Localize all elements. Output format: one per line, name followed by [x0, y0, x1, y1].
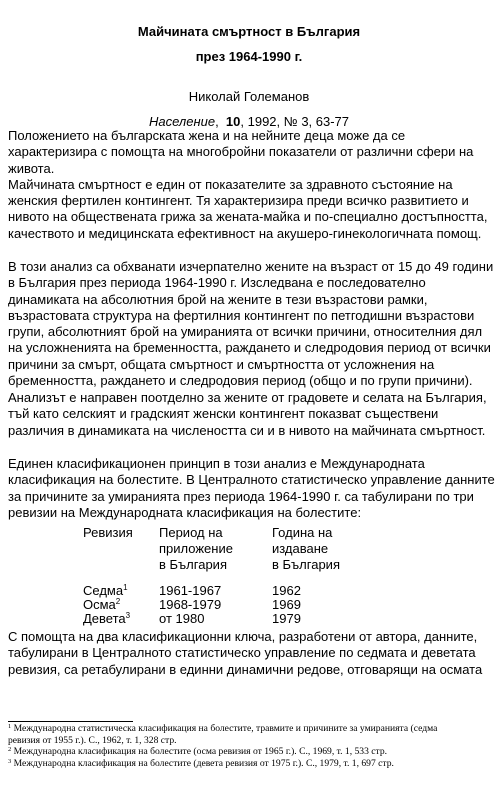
- footnote-2: $^2$ Международна класификация на болестите (осма ревизия от 1965 г.). С., 1969, т. 1, 533 стр.: [8, 746, 388, 757]
- paragraph-line: динамиката на абсолютния брой на жените в тези възрастови рамки,: [8, 291, 428, 307]
- paragraph-line: за причините за умиранията през периода 1964-1990 г. са табулирани по три: [8, 488, 474, 504]
- table-header-period: Период на приложение в България: [159, 525, 233, 572]
- paragraph-line: класификация на болестите. В Централното статистическо управление данните: [8, 472, 495, 488]
- table-cell: 1961-1967: [159, 583, 222, 598]
- footnote-ref: 1: [123, 583, 128, 592]
- table-cell: 1968-1979: [159, 597, 222, 612]
- paragraph-4: [8, 456, 495, 521]
- paragraph-2: [8, 259, 492, 389]
- footnote-separator: [8, 721, 133, 722]
- paragraph-line: причини за смърт, общата смъртност и смъртността от усложнения на: [8, 356, 435, 372]
- table-cell: 1969: [272, 597, 301, 612]
- citation-separator: ,: [215, 114, 219, 129]
- paragraph-line: характеризира с помощта на многобройни показатели от различни сфери на: [8, 144, 474, 160]
- paragraph-line: ревизии на Международната класификация на болестите:: [8, 504, 362, 520]
- paragraph-5: [8, 629, 492, 678]
- paragraph-line: С помощта на два класификационни ключа, разработени от автора, данните,: [8, 629, 478, 644]
- footnote-1: $^1$ Международна статистическа класификация на болестите, травмите и причините за умиранията (седма: [8, 723, 438, 734]
- paragraph-line: тъй като селският и градският женски контингент показват съществени: [8, 406, 439, 422]
- paragraph-line: възрастовата структура на фертилния контингент по петгодишни възрастови: [8, 307, 475, 323]
- table-row: Девета$^3$: [83, 611, 131, 626]
- citation-rest: , 1992, № 3, 63-77: [240, 114, 350, 129]
- table-cell: 1962: [272, 583, 301, 598]
- table-header-revision: Ревизия: [83, 525, 133, 540]
- revisions-table: [0, 525, 498, 630]
- paragraph-3: [8, 390, 492, 439]
- paragraph-line: живота.: [8, 160, 55, 176]
- paragraph-line: различия в динамиката на числеността си и в нивото на майчината смъртност.: [8, 422, 486, 438]
- citation-volume: 10: [225, 114, 241, 129]
- paragraph-line: В този анализ са обхванати изчерпателно жените на възраст от 15 до 49 години: [8, 259, 494, 274]
- paragraph-line: групи, абсолютният брой на умиранията от всички причини, относителния дял: [8, 324, 483, 340]
- table-column-revision: [83, 583, 130, 625]
- paragraph-1: [8, 128, 492, 242]
- citation-journal: Население: [148, 114, 216, 129]
- author: Николай Големанов: [188, 89, 310, 104]
- paragraph-line: на усложненията на бременността, раждането и следродовия период от всички: [8, 340, 491, 356]
- footnotes: [8, 723, 492, 769]
- table-column-year: [272, 583, 301, 625]
- paragraph-line: в България през периода 1964-1990 г. Изследвана е последователно: [8, 275, 426, 291]
- table-row: Седма$^1$: [83, 583, 128, 598]
- footnote-ref: 2: [115, 597, 121, 606]
- title-line-1: Майчината смъртност в България: [137, 24, 361, 39]
- table-row: Осма$^2$: [83, 597, 121, 612]
- paragraph-line: Положението на българската жена и на нейните деца може да се: [8, 128, 406, 143]
- paragraph-line: Анализът е направен поотделно за жените от градовете и селата на България,: [8, 390, 487, 405]
- paragraph-line: бременността, раждането и следродовия период (общо и по групи причини).: [8, 373, 473, 389]
- footnote-1-continued: ревизия от 1955 г.). С., 1962, т. 1, 328 стр.: [8, 734, 177, 746]
- paragraph-line: Единен класификационен принцип в този анализ е Международната: [8, 456, 425, 471]
- paragraph-line: табулирани в Централното статистическо управление по седмата и деветата: [8, 645, 476, 661]
- paragraph-line: качеството и медицинската ефективност на акушеро-гинекологичната помощ.: [8, 225, 482, 241]
- footnote-ref: 3: [125, 611, 131, 620]
- table-column-period: [159, 583, 221, 625]
- paragraph-line: нивото на обществената грижа за жената-майка и по-специално достъпността,: [8, 209, 488, 225]
- table-cell: от 1980: [159, 611, 205, 626]
- paragraph-line: женския фертилен контингент. Тя характеризира преди всичко развитието и: [8, 193, 469, 209]
- table-cell: 1979: [272, 611, 301, 626]
- table-header-year: Година на издаване в България: [272, 525, 340, 572]
- paragraph-line: Майчината смъртност е един от показателите за здравното състояние на: [8, 176, 453, 192]
- title-line-2: през 1964-1990 г.: [195, 49, 303, 64]
- footnote-3: $^3$ Международна класификация на болестите (девета ревизия от 1975 г.). С., 1979, т. 1, 697 стр.: [8, 757, 394, 769]
- paragraph-line: ревизия, са ретабулирани в единни динамични редове, отговарящи на осмата: [8, 661, 483, 677]
